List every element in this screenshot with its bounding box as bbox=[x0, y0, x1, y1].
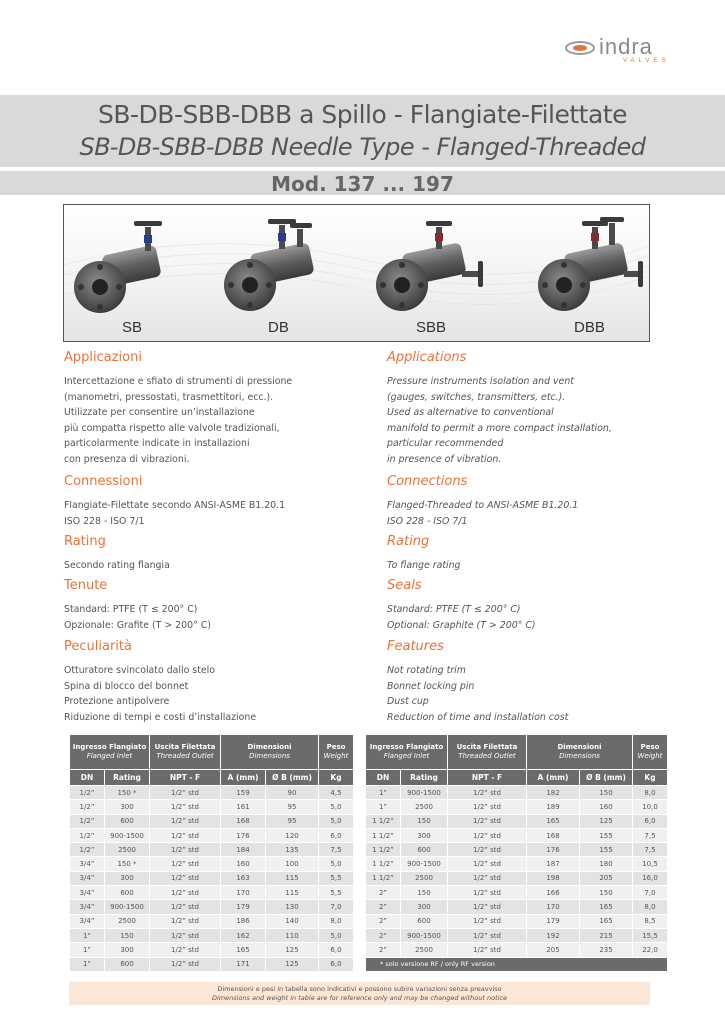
table-cell: 1/2” std bbox=[448, 915, 526, 928]
table-cell: 150 bbox=[580, 886, 632, 899]
valve-dbb bbox=[538, 217, 643, 311]
table-cell: 176 bbox=[527, 843, 579, 856]
label-sb: SB bbox=[122, 319, 143, 336]
table-cell: 1/2” std bbox=[448, 800, 526, 813]
table-row bbox=[366, 786, 667, 799]
table-cell: 150 bbox=[401, 815, 447, 828]
table-cell: 159 bbox=[221, 786, 265, 799]
table-cell: 1 1/2” bbox=[366, 829, 400, 842]
header-a: A (mm) bbox=[221, 770, 265, 785]
logo-mark-icon bbox=[565, 40, 599, 56]
table-cell: 1/2” std bbox=[150, 958, 220, 971]
table-cell: 179 bbox=[527, 915, 579, 928]
table-cell: 180 bbox=[580, 857, 632, 870]
table-row bbox=[366, 872, 667, 885]
table-cell: 600 bbox=[105, 815, 149, 828]
table-cell: 3/4” bbox=[70, 900, 104, 913]
section-text: Standard: PTFE (T ≤ 200° C) Opzionale: Grafite (T > 200° C) bbox=[64, 604, 211, 631]
section-text: Intercettazione e sfiato di strumenti di pressione (manometri, pressostati, trasmettitori, ecc.). Utilizzate per consentire un’installazione più compatta rispetto alle valvole tradizionali, particolarmente indicate in installazioni con presenza di vibrazioni. bbox=[64, 376, 293, 465]
table-row bbox=[70, 943, 353, 956]
table-cell: 1 1/2” bbox=[366, 843, 400, 856]
table-cell: 8,0 bbox=[633, 900, 667, 913]
table-row bbox=[366, 815, 667, 828]
table-cell: 1” bbox=[70, 958, 104, 971]
page-subtitle: SB-DB-SBB-DBB Needle Type - Flanged-Threaded bbox=[79, 133, 646, 161]
header-npt: NPT - F bbox=[448, 770, 526, 785]
table-cell: 1/2” std bbox=[448, 829, 526, 842]
table-cell: 90 bbox=[266, 786, 318, 799]
section-text: Pressure instruments isolation and vent (gauges, switches, transmitters, etc.). Used as alternative to conventional manifold to permit a more compact installation, particular recommended in presence of vibration. bbox=[387, 376, 612, 465]
header-weight: Peso Weight bbox=[319, 735, 353, 769]
table-cell: 176 bbox=[221, 829, 265, 842]
table-cell: 125 bbox=[580, 815, 632, 828]
table-cell: 8,0 bbox=[319, 915, 353, 928]
table-cell: 168 bbox=[527, 829, 579, 842]
table-row bbox=[70, 800, 353, 813]
section-rating-en bbox=[387, 532, 687, 574]
table-row bbox=[366, 886, 667, 899]
table-cell: 7,0 bbox=[319, 900, 353, 913]
table-cell: 1/2” std bbox=[448, 786, 526, 799]
valve-db bbox=[224, 219, 315, 311]
table-cell: 2” bbox=[366, 900, 400, 913]
table-cell: 162 bbox=[221, 929, 265, 942]
table-row bbox=[366, 843, 667, 856]
table-cell: 3/4” bbox=[70, 872, 104, 885]
table-row bbox=[70, 815, 353, 828]
table-cell: 900-1500 bbox=[401, 786, 447, 799]
dimensions-table-right bbox=[365, 734, 668, 972]
table-cell: 300 bbox=[105, 943, 149, 956]
table-cell: 3/4” bbox=[70, 857, 104, 870]
table-cell: 182 bbox=[527, 786, 579, 799]
table-cell: 186 bbox=[221, 915, 265, 928]
section-applicazioni bbox=[64, 348, 364, 468]
table-cell: 5,5 bbox=[319, 886, 353, 899]
table-row bbox=[70, 900, 353, 913]
table-cell: 1/2” std bbox=[150, 900, 220, 913]
section-text: Flanged-Threaded to ANSI-ASME B1.20.1 ISO 228 - ISO 7/1 bbox=[387, 500, 579, 527]
table-cell: 300 bbox=[401, 900, 447, 913]
table-cell: 8,5 bbox=[633, 915, 667, 928]
section-text: Secondo rating flangia bbox=[64, 560, 170, 571]
header-dn: DN bbox=[70, 770, 104, 785]
table-row bbox=[366, 857, 667, 870]
section-heading: Applicazioni bbox=[64, 350, 142, 365]
table-cell: 170 bbox=[221, 886, 265, 899]
table-cell: 600 bbox=[401, 915, 447, 928]
section-seals bbox=[387, 576, 687, 633]
table-cell: 150 bbox=[105, 929, 149, 942]
table-cell: 100 bbox=[266, 857, 318, 870]
section-peculiarita bbox=[64, 637, 364, 725]
table-row bbox=[70, 843, 353, 856]
table-cell: 22,0 bbox=[633, 943, 667, 956]
table-cell: 171 bbox=[221, 958, 265, 971]
table-cell: 140 bbox=[266, 915, 318, 928]
table-cell: 1/2” bbox=[70, 843, 104, 856]
table-cell: 1/2” std bbox=[150, 829, 220, 842]
table-row bbox=[70, 829, 353, 842]
table-cell: 115 bbox=[266, 872, 318, 885]
valve-sb bbox=[74, 221, 162, 313]
table-cell: 5,0 bbox=[319, 929, 353, 942]
table-cell: 1” bbox=[70, 943, 104, 956]
section-applications bbox=[387, 348, 687, 468]
table-cell: 2500 bbox=[401, 943, 447, 956]
table-row bbox=[70, 929, 353, 942]
product-photo bbox=[63, 204, 650, 342]
table-cell: 163 bbox=[221, 872, 265, 885]
table-cell: 600 bbox=[401, 843, 447, 856]
table-cell: 166 bbox=[527, 886, 579, 899]
table-cell: 1/2” std bbox=[150, 815, 220, 828]
label-sbb: SBB bbox=[416, 319, 447, 336]
section-features bbox=[387, 637, 687, 725]
table-cell: 2” bbox=[366, 929, 400, 942]
table-cell: 187 bbox=[527, 857, 579, 870]
table-cell: 125 bbox=[266, 958, 318, 971]
brand-logo bbox=[565, 34, 685, 66]
table-cell: 125 bbox=[266, 943, 318, 956]
section-connessioni bbox=[64, 472, 364, 529]
table-cell: 165 bbox=[580, 915, 632, 928]
table-cell: 2500 bbox=[401, 872, 447, 885]
table-cell: 160 bbox=[580, 800, 632, 813]
section-text: Otturatore svincolato dallo stelo Spina di blocco del bonnet Protezione antipolvere Riduzione di tempi e costi d’installazione bbox=[64, 665, 257, 723]
table-cell: 1/2” std bbox=[448, 929, 526, 942]
table-cell: 184 bbox=[221, 843, 265, 856]
table-cell: 115 bbox=[266, 886, 318, 899]
table-cell: 110 bbox=[266, 929, 318, 942]
table-cell: 1/2” bbox=[70, 815, 104, 828]
table-cell: 179 bbox=[221, 900, 265, 913]
table-cell: 6,0 bbox=[319, 829, 353, 842]
table-cell: 1/2” std bbox=[150, 800, 220, 813]
table-cell: 170 bbox=[527, 900, 579, 913]
table-cell: 600 bbox=[105, 958, 149, 971]
header-a: A (mm) bbox=[527, 770, 579, 785]
header-b: Ø B (mm) bbox=[266, 770, 318, 785]
table-cell: 7,5 bbox=[633, 829, 667, 842]
table-cell: 2” bbox=[366, 943, 400, 956]
header-dimensions: Dimensioni Dimensions bbox=[527, 735, 632, 769]
table-cell: 16,0 bbox=[633, 872, 667, 885]
table-row bbox=[70, 786, 353, 799]
disclaimer-en: Dimensions and weight in table are for reference only and may be changed without notice bbox=[211, 994, 508, 1002]
table-cell: 1 1/2” bbox=[366, 815, 400, 828]
table-cell: 5,5 bbox=[319, 872, 353, 885]
table-row bbox=[366, 900, 667, 913]
header-weight: Peso Weight bbox=[633, 735, 667, 769]
table-cell: 300 bbox=[401, 829, 447, 842]
section-heading: Connessioni bbox=[64, 474, 143, 489]
table-cell: 15,5 bbox=[633, 929, 667, 942]
table-note: * solo versione RF / only RF version bbox=[366, 958, 667, 971]
table-row bbox=[366, 943, 667, 956]
table-cell: 192 bbox=[527, 929, 579, 942]
table-cell: 10,0 bbox=[633, 800, 667, 813]
table-cell: 120 bbox=[266, 829, 318, 842]
table-cell: 5,0 bbox=[319, 800, 353, 813]
table-cell: 1/2” std bbox=[150, 857, 220, 870]
table-cell: 1/2” std bbox=[150, 843, 220, 856]
brand-name: indra bbox=[599, 34, 653, 59]
table-row bbox=[70, 958, 353, 971]
table-cell: 165 bbox=[580, 900, 632, 913]
header-npt: NPT - F bbox=[150, 770, 220, 785]
table-cell: 1/2” std bbox=[448, 943, 526, 956]
table-cell: 2500 bbox=[105, 843, 149, 856]
table-cell: 4,5 bbox=[319, 786, 353, 799]
table-cell: 205 bbox=[527, 943, 579, 956]
section-text: To flange rating bbox=[387, 560, 461, 571]
table-cell: 1/2” bbox=[70, 786, 104, 799]
header-inlet: Ingresso Flangiato Flanged Inlet bbox=[70, 735, 149, 769]
section-heading: Seals bbox=[387, 578, 422, 593]
table-cell: 1/2” std bbox=[150, 786, 220, 799]
table-cell: 1/2” std bbox=[150, 915, 220, 928]
table-cell: 1 1/2” bbox=[366, 857, 400, 870]
header-outlet: Uscita Filettata Threaded Outlet bbox=[150, 735, 220, 769]
section-heading: Peculiarità bbox=[64, 639, 132, 654]
table-row bbox=[366, 929, 667, 942]
header-kg: Kg bbox=[319, 770, 353, 785]
table-cell: 600 bbox=[105, 886, 149, 899]
table-cell: 300 bbox=[105, 800, 149, 813]
header-dn: DN bbox=[366, 770, 400, 785]
table-cell: 3/4” bbox=[70, 886, 104, 899]
table-cell: 2” bbox=[366, 886, 400, 899]
section-text: Standard: PTFE (T ≤ 200° C) Optional: Graphite (T > 200° C) bbox=[387, 604, 536, 631]
table-row bbox=[70, 872, 353, 885]
table-cell: 1” bbox=[366, 786, 400, 799]
table-cell: 8,0 bbox=[633, 786, 667, 799]
table-cell: 6,0 bbox=[319, 943, 353, 956]
valve-sbb bbox=[376, 221, 483, 311]
table-cell: 130 bbox=[266, 900, 318, 913]
disclaimer-it: Dimensioni e pesi in tabella sono indicativi e possono subire variazioni senza preavviso bbox=[217, 985, 502, 993]
section-heading: Rating bbox=[387, 534, 430, 549]
table-cell: 95 bbox=[266, 800, 318, 813]
table-cell: 10,5 bbox=[633, 857, 667, 870]
header-dimensions: Dimensioni Dimensions bbox=[221, 735, 318, 769]
header-kg: Kg bbox=[633, 770, 667, 785]
table-cell: 205 bbox=[580, 872, 632, 885]
table-row bbox=[70, 857, 353, 870]
table-cell: 2500 bbox=[401, 800, 447, 813]
table-cell: 7,5 bbox=[633, 843, 667, 856]
table-cell: 1/2” std bbox=[448, 843, 526, 856]
table-cell: 215 bbox=[580, 929, 632, 942]
table-cell: 160 bbox=[221, 857, 265, 870]
table-cell: 900-1500 bbox=[105, 829, 149, 842]
section-connections bbox=[387, 472, 687, 529]
table-cell: 165 bbox=[527, 815, 579, 828]
table-row bbox=[366, 915, 667, 928]
disclaimer bbox=[69, 982, 650, 1005]
table-cell: 95 bbox=[266, 815, 318, 828]
label-db: DB bbox=[268, 319, 289, 336]
table-cell: 155 bbox=[580, 843, 632, 856]
table-cell: 1/2” bbox=[70, 829, 104, 842]
table-cell: 7,0 bbox=[633, 886, 667, 899]
table-row bbox=[366, 829, 667, 842]
table-cell: 1/2” std bbox=[150, 886, 220, 899]
table-cell: 189 bbox=[527, 800, 579, 813]
valve-illustration bbox=[64, 205, 650, 342]
section-heading: Features bbox=[387, 639, 444, 654]
table-cell: 3/4” bbox=[70, 915, 104, 928]
table-cell: 1/2” std bbox=[448, 872, 526, 885]
section-heading: Applications bbox=[387, 350, 467, 365]
table-cell: 1 1/2” bbox=[366, 872, 400, 885]
section-heading: Tenute bbox=[64, 578, 108, 593]
table-cell: 150 bbox=[401, 886, 447, 899]
header-b: Ø B (mm) bbox=[580, 770, 632, 785]
table-cell: 1/2” std bbox=[448, 900, 526, 913]
brand-sub: VALVES bbox=[623, 58, 670, 64]
section-heading: Rating bbox=[64, 534, 106, 549]
section-text: Flangiate-Filettate secondo ANSI-ASME B1.20.1 ISO 228 - ISO 7/1 bbox=[64, 500, 286, 527]
table-row bbox=[366, 800, 667, 813]
table-cell: 150 * bbox=[105, 786, 149, 799]
table-cell: 1/2” bbox=[70, 800, 104, 813]
table-cell: 135 bbox=[266, 843, 318, 856]
table-cell: 900-1500 bbox=[105, 900, 149, 913]
table-cell: 6,0 bbox=[633, 815, 667, 828]
table-cell: 1” bbox=[70, 929, 104, 942]
section-tenute bbox=[64, 576, 364, 633]
table-cell: 2500 bbox=[105, 915, 149, 928]
header-rating: Rating bbox=[105, 770, 149, 785]
table-row bbox=[70, 915, 353, 928]
table-cell: 5,0 bbox=[319, 857, 353, 870]
table-cell: 900-1500 bbox=[401, 929, 447, 942]
table-cell: 161 bbox=[221, 800, 265, 813]
table-cell: 300 bbox=[105, 872, 149, 885]
section-rating bbox=[64, 532, 364, 574]
dimensions-table-left bbox=[69, 734, 354, 972]
label-dbb: DBB bbox=[574, 319, 605, 336]
table-cell: 5,0 bbox=[319, 815, 353, 828]
table-cell: 1/2” std bbox=[448, 886, 526, 899]
table-cell: 168 bbox=[221, 815, 265, 828]
page-title: SB-DB-SBB-DBB a Spillo - Flangiate-Filettate bbox=[98, 100, 627, 129]
table-cell: 150 bbox=[580, 786, 632, 799]
section-text: Not rotating trim Bonnet locking pin Dust cup Reduction of time and installation cost bbox=[387, 665, 569, 723]
table-cell: 1/2” std bbox=[150, 943, 220, 956]
table-cell: 235 bbox=[580, 943, 632, 956]
header-inlet: Ingresso Flangiato Flanged Inlet bbox=[366, 735, 447, 769]
table-cell: 150 * bbox=[105, 857, 149, 870]
table-cell: 900-1500 bbox=[401, 857, 447, 870]
table-cell: 1” bbox=[366, 800, 400, 813]
header-outlet: Uscita Filettata Threaded Outlet bbox=[448, 735, 526, 769]
table-cell: 155 bbox=[580, 829, 632, 842]
section-heading: Connections bbox=[387, 474, 468, 489]
table-cell: 198 bbox=[527, 872, 579, 885]
table-cell: 7,5 bbox=[319, 843, 353, 856]
table-note-row bbox=[366, 958, 667, 971]
table-row bbox=[70, 886, 353, 899]
table-cell: 165 bbox=[221, 943, 265, 956]
table-cell: 1/2” std bbox=[448, 857, 526, 870]
header-rating: Rating bbox=[401, 770, 447, 785]
table-cell: 6,0 bbox=[319, 958, 353, 971]
table-cell: 1/2” std bbox=[150, 929, 220, 942]
table-cell: 1/2” std bbox=[448, 815, 526, 828]
table-cell: 1/2” std bbox=[150, 872, 220, 885]
table-cell: 2” bbox=[366, 915, 400, 928]
model-label: Mod. 137 ... 197 bbox=[271, 172, 454, 196]
